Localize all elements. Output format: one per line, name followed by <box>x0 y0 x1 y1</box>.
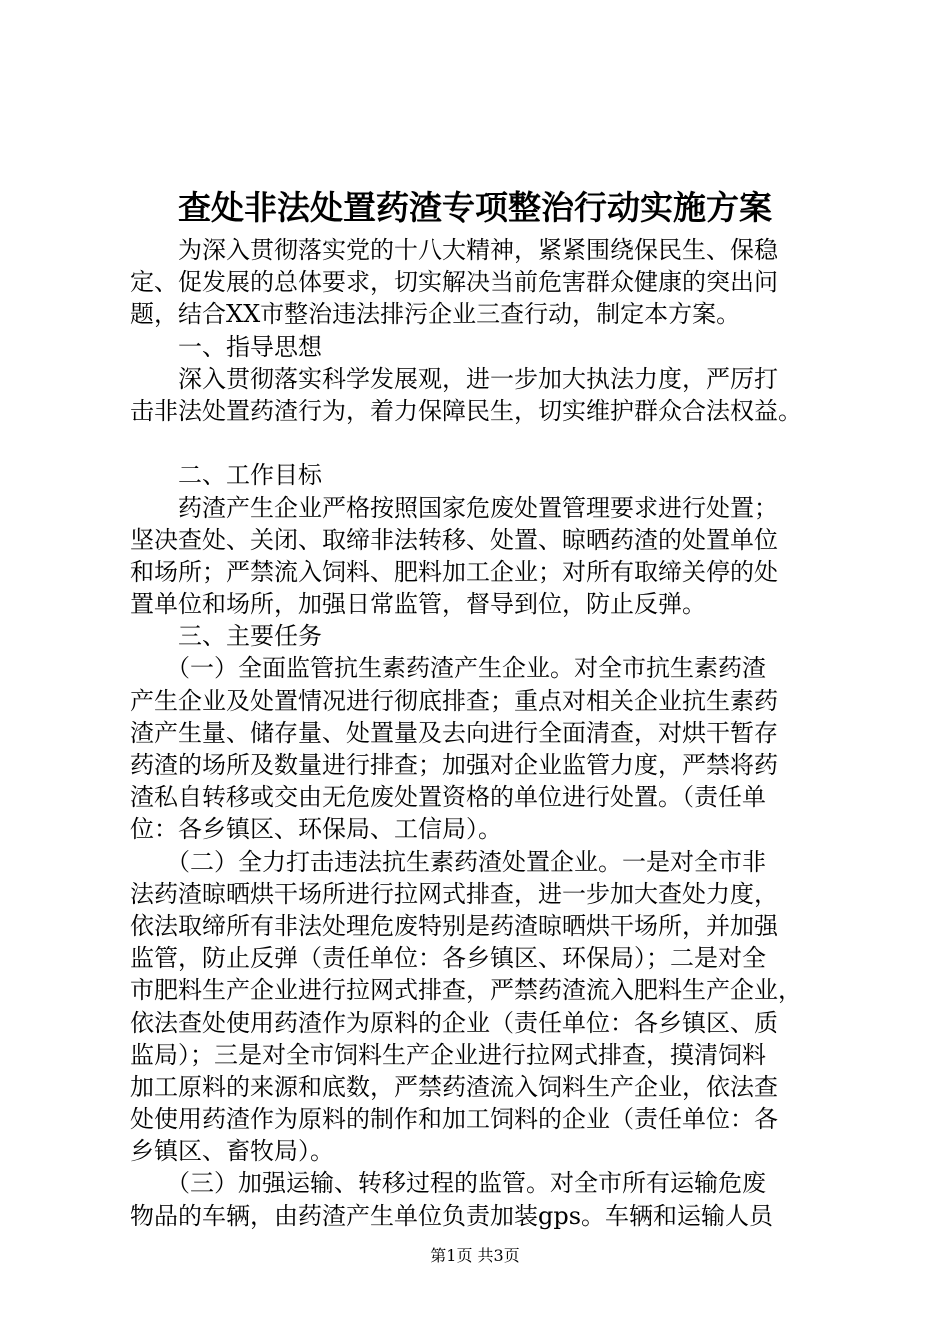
body-line: 击非法处置药渣行为，着力保障民生，切实维护群众合法权益。 <box>130 396 802 425</box>
body-line: 为深入贯彻落实党的十八大精神，紧紧围绕保民生、保稳 <box>130 236 778 264</box>
body-line: 产生企业及处置情况进行彻底排查；重点对相关企业抗生素药 <box>130 686 778 715</box>
body-line: 位：各乡镇区、环保局、工信局）。 <box>130 815 502 844</box>
body-line: 药渣的场所及数量进行排查；加强对企业监管力度，严禁将药 <box>130 751 778 779</box>
body-line: 渣产生量、储存量、处置量及去向进行全面清查，对烘干暂存 <box>130 718 778 747</box>
body-line: 依法查处使用药渣作为原料的企业（责任单位：各乡镇区、质 <box>130 1008 778 1037</box>
document-title: 查处非法处置药渣专项整治行动实施方案 <box>178 188 772 227</box>
body-line: 定、促发展的总体要求，切实解决当前危害群众健康的突出问 <box>130 268 778 297</box>
body-line: （一）全面监管抗生素药渣产生企业。对全市抗生素药渣 <box>130 654 766 683</box>
body-line: 深入贯彻落实科学发展观，进一步加大执法力度，严厉打 <box>130 364 778 393</box>
blank-line <box>130 427 830 459</box>
document-body <box>130 234 830 1232</box>
body-line: 乡镇区、畜牧局）。 <box>130 1137 334 1166</box>
body-line: 和场所；严禁流入饲料、肥料加工企业；对所有取缔关停的处 <box>130 557 778 586</box>
body-line: 法药渣晾晒烘干场所进行拉网式排查，进一步加大查处力度， <box>130 879 778 908</box>
body-line: 监局）；三是对全市饲料生产企业进行拉网式排查，摸清饲料 <box>130 1040 766 1069</box>
body-line: 加工原料的来源和底数，严禁药渣流入饲料生产企业，依法查 <box>130 1072 778 1101</box>
page-footer: 第1页 共3页 <box>430 1246 520 1265</box>
body-line: （三）加强运输、转移过程的监管。对全市所有运输危废 <box>130 1169 766 1198</box>
body-line: 渣私自转移或交由无危废处置资格的单位进行处置。（责任单 <box>130 783 766 812</box>
section-heading-work-goals: 二、工作目标 <box>130 461 322 490</box>
body-line: 坚决查处、关闭、取缔非法转移、处置、晾晒药渣的处置单位 <box>130 525 778 554</box>
body-line: 药渣产生企业严格按照国家危废处置管理要求进行处置； <box>130 493 778 522</box>
body-line: 监管，防止反弹（责任单位：各乡镇区、环保局）；二是对全 <box>130 944 766 973</box>
section-heading-main-tasks: 三、主要任务 <box>130 622 322 651</box>
body-line: 物品的车辆，由药渣产生单位负责加装gps。车辆和运输人员 <box>130 1201 774 1230</box>
body-line: 依法取缔所有非法处理危废特别是药渣晾晒烘干场所，并加强 <box>130 911 778 940</box>
body-line: 置单位和场所，加强日常监管，督导到位，防止反弹。 <box>130 590 706 619</box>
body-line: 市肥料生产企业进行拉网式排查，严禁药渣流入肥料生产企业， <box>130 976 802 1005</box>
body-line: （二）全力打击违法抗生素药渣处置企业。一是对全市非 <box>130 847 766 876</box>
section-heading-guiding-thought: 一、指导思想 <box>130 332 322 361</box>
body-line: 处使用药渣作为原料的制作和加工饲料的企业（责任单位：各 <box>130 1105 778 1134</box>
body-line: 题，结合XX市整治违法排污企业三查行动，制定本方案。 <box>130 300 741 329</box>
